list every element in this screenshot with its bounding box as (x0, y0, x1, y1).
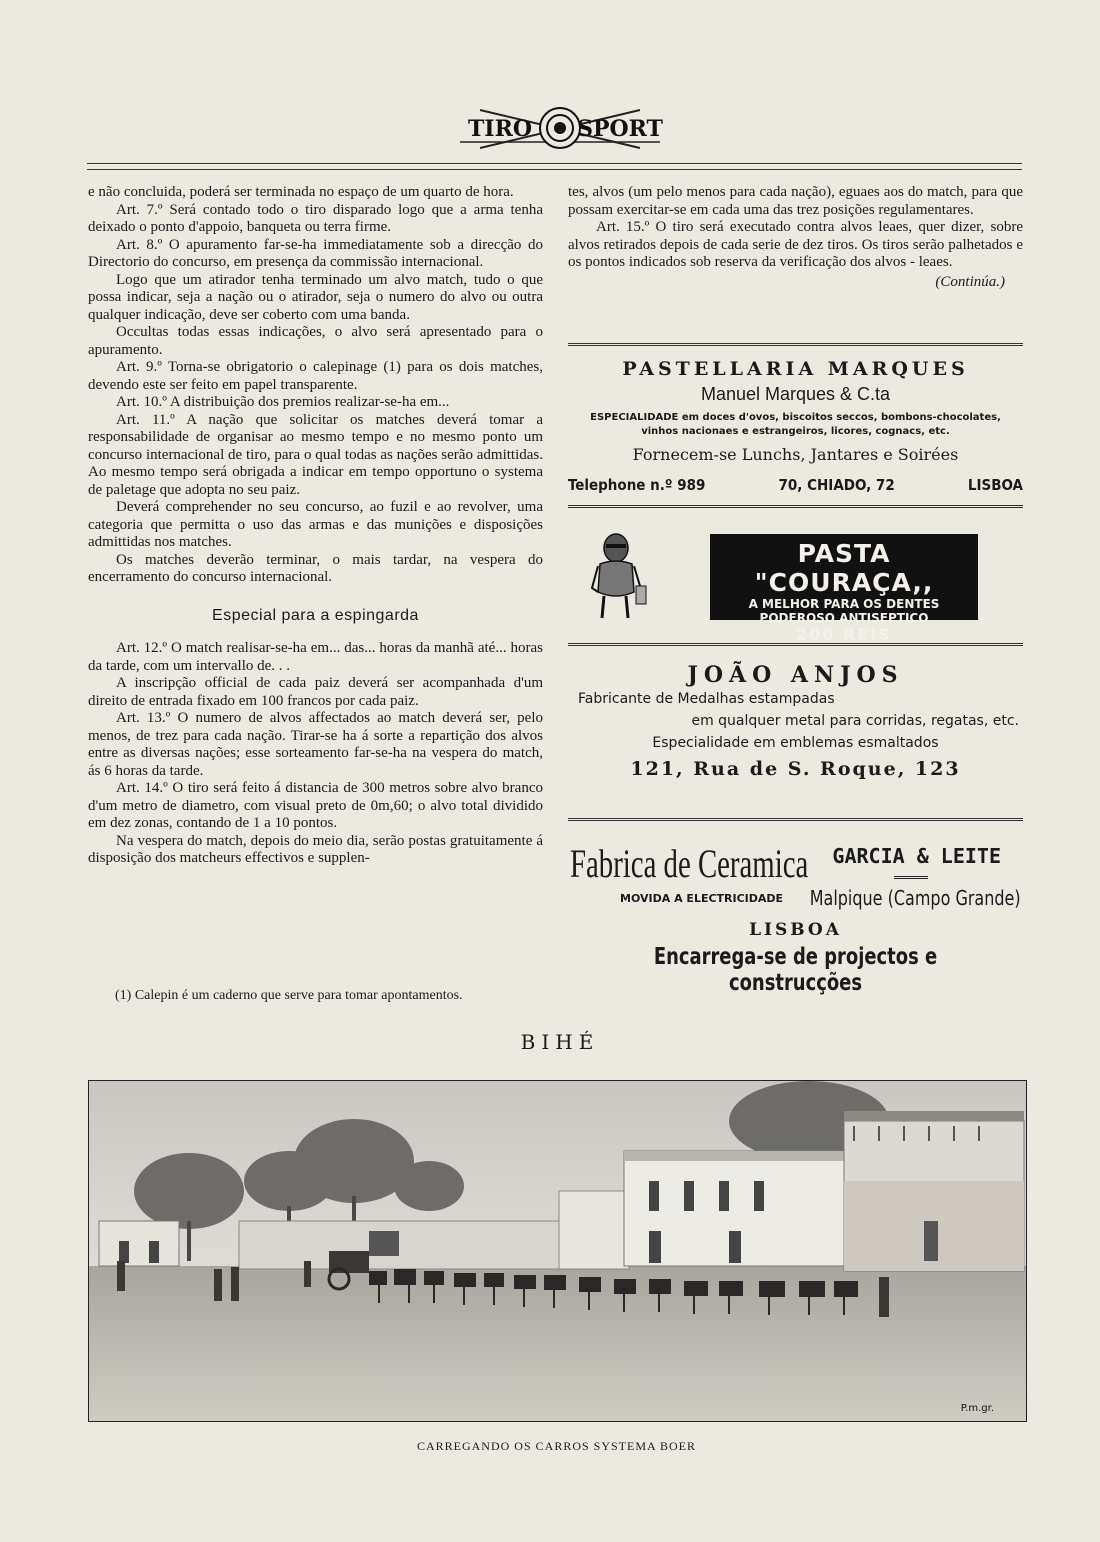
header-rule-top (87, 163, 1022, 164)
ad-pastellaria-contact (568, 476, 1023, 494)
paragraph: e não concluida, poderá ser terminada no espaço de um quarto de hora. (88, 184, 514, 200)
ad-anjos-address: 121, Rua de S. Roque, 123 (630, 758, 961, 780)
specialty-line: ESPECIALIDADE em doces d'ovos, biscoitos seccos, bombons-chocolates, (590, 412, 1001, 423)
paragraph: Occultas todas essas indicações, o alvo será apresentado para o apuramento. (88, 324, 543, 358)
ad-pastellaria-specialty (568, 411, 1023, 439)
paragraph: Art. 9.º Torna-se obrigatorio o calepinage (1) para os dois matches, devendo este ser feito em papel transparente. (88, 359, 543, 393)
ad-ceramica-tagline: Encarrega-se de projectos e construcções (653, 944, 938, 996)
ad-pastellaria (568, 358, 1023, 494)
ad-ceramica-brand: GARCIA & LEITE (832, 844, 1001, 868)
header-rule-bottom (87, 169, 1022, 170)
paragraph: tes, alvos (um pelo menos para cada nação), eguaes aos do match, para que possam exercitar-se em cada uma das trez posições regulamentares. (568, 184, 1023, 218)
ad-couraca-box (710, 534, 978, 644)
ad-divider (568, 505, 1023, 508)
ad-anjos-line: Fabricante de Medalhas estampadas (578, 691, 835, 707)
paragraph: Art. 7.º Será contado todo o tiro disparado logo que a arma tenha deixado o ponto d'appoio, banqueta ou terra firme. (88, 201, 543, 235)
right-column (568, 184, 1023, 291)
specialty-line: vinhos nacionaes e estrangeiros, licores, cognacs, etc. (641, 426, 950, 437)
paragraph: Art. 14.º O tiro será feito á distancia de 300 metros sobre alvo branco d'um metro de diametro, com visual preto de 0m,60; o alvo total dividido em dez zonas, contando de 1 a 10 pontos. (88, 780, 543, 831)
address: 70, CHIADO, 72 (778, 476, 895, 494)
street-photo (88, 1080, 1027, 1422)
ad-couraca (568, 528, 1023, 644)
paragraph: Art. 11.º A nação que solicitar os matches deverá tomar a responsabilidade de organisar ao mesmo tempo e no mesmo ponto um concurso internacional de tiro, para o qual todas as nações serão admittidas. Ao mesmo tempo será obrigada a indicar em tempo opportuno o systema de paletage que adopta no seu paiz. (88, 411, 543, 498)
ad-pastellaria-supply: Fornecem-se Lunchs, Jantares e Soirées (632, 445, 959, 464)
ad-pastellaria-title: PASTELLARIA MARQUES (622, 358, 969, 380)
ad-ceramica-city: LISBOA (749, 920, 842, 940)
paragraph: Art. 12.º O match realisar-se-ha em... das... horas da manhã até... horas da tarde, com um intervallo de. . . (88, 640, 543, 674)
brand-rule (894, 876, 928, 879)
section-heading: Especial para a espingarda (212, 606, 419, 624)
ad-divider (568, 818, 1023, 821)
footnote: (1) Calepin é um caderno que serve para tomar apontamentos. (115, 988, 463, 1003)
continua-note: (Continúa.) (935, 273, 1005, 290)
ad-couraca-title: PASTA "COURAÇA,, (754, 539, 934, 597)
paragraph: Art. 10.º A distribuição dos premios realizar-se-ha em... (116, 394, 450, 410)
photo-caption: CARREGANDO OS CARROS SYSTEMA BOER (416, 1439, 697, 1453)
city: LISBOA (967, 476, 1023, 494)
ad-ceramica-title: Fabrica de Ceramica (570, 841, 809, 886)
paragraph: Deverá comprehender no seu concurso, ao fuzil e ao revolver, uma categoria que permitta o uso das armas e das munições e disposições admittidas nos matches. (88, 499, 543, 550)
paragraph: Logo que um atirador tenha terminado um alvo match, tudo o que possa indicar, seja a nação ou o atirador, seja o numero do alvo ou outra qualquer indicação, deve ser coberto com uma banda. (88, 271, 543, 323)
ad-divider (568, 343, 1023, 346)
ad-anjos-line: Especialidade em emblemas esmaltados (652, 735, 939, 751)
telephone: Telephone n.º 989 (568, 476, 706, 494)
masthead-logo (440, 90, 680, 160)
ad-ceramica-powered: MOVIDA A ELECTRICIDADE (620, 892, 784, 905)
photographer-signature: P.m.gr. (960, 1403, 994, 1414)
paragraph: Na vespera do match, depois do meio dia, serão postas gratuitamente á disposição dos matcheurs effectivos e supplen- (88, 832, 543, 866)
ad-couraca-line: A MELHOR PARA OS DENTES (748, 597, 940, 611)
photo-title: BIHÉ (520, 1030, 600, 1054)
masthead-title-left: TIRO (467, 116, 533, 142)
ad-ceramica-location: Malpique (Campo Grande) (810, 886, 1021, 910)
paragraph: Os matches deverão terminar, o mais tardar, na vespera do encerramento do concurso internacional. (88, 551, 543, 585)
ad-anjos-title: JOÃO ANJOS (687, 662, 904, 688)
ad-anjos (568, 662, 1023, 780)
ad-couraca-line: PODEROSO ANTISEPTICO (759, 611, 929, 625)
ad-couraca-price: 200 REIS (796, 625, 892, 644)
paragraph: Art. 8.º O apuramento far-se-ha immediatamente sob a direcção do Directorio do concurso, em presença da commissão internacional. (88, 236, 543, 270)
knight-armor-icon (590, 530, 650, 620)
ad-pastellaria-owner: Manuel Marques & C.ta (700, 384, 891, 404)
ad-anjos-line: em qualquer metal para corridas, regatas, etc. (691, 713, 1019, 729)
paragraph: A inscripção official de cada paiz deverá ser acompanhada d'um direito de entrada fixado em 100 francos por cada paiz. (88, 675, 543, 709)
paragraph: Art. 15.º O tiro será executado contra alvos leaes, quer dizer, sobre alvos retirados depois de cada serie de dez tiros. Os tiros serão palhetados e os pontos indicados sob reserva da verificação dos alvos - leaes. (568, 219, 1023, 270)
left-column (88, 184, 543, 868)
paragraph: Art. 13.º O numero de alvos affectados ao match deverá ser, pelo menos, de trez para cada nação. Tirar-se ha á sorte a repartição dos alvos entre as diversas nações; esse sorteamento far-se-ha na vespera do match, ás 6 horas da tarde. (88, 710, 543, 779)
masthead-title-right: SPORT (577, 116, 663, 142)
ad-divider (568, 643, 1023, 646)
ad-ceramica (568, 840, 1023, 996)
